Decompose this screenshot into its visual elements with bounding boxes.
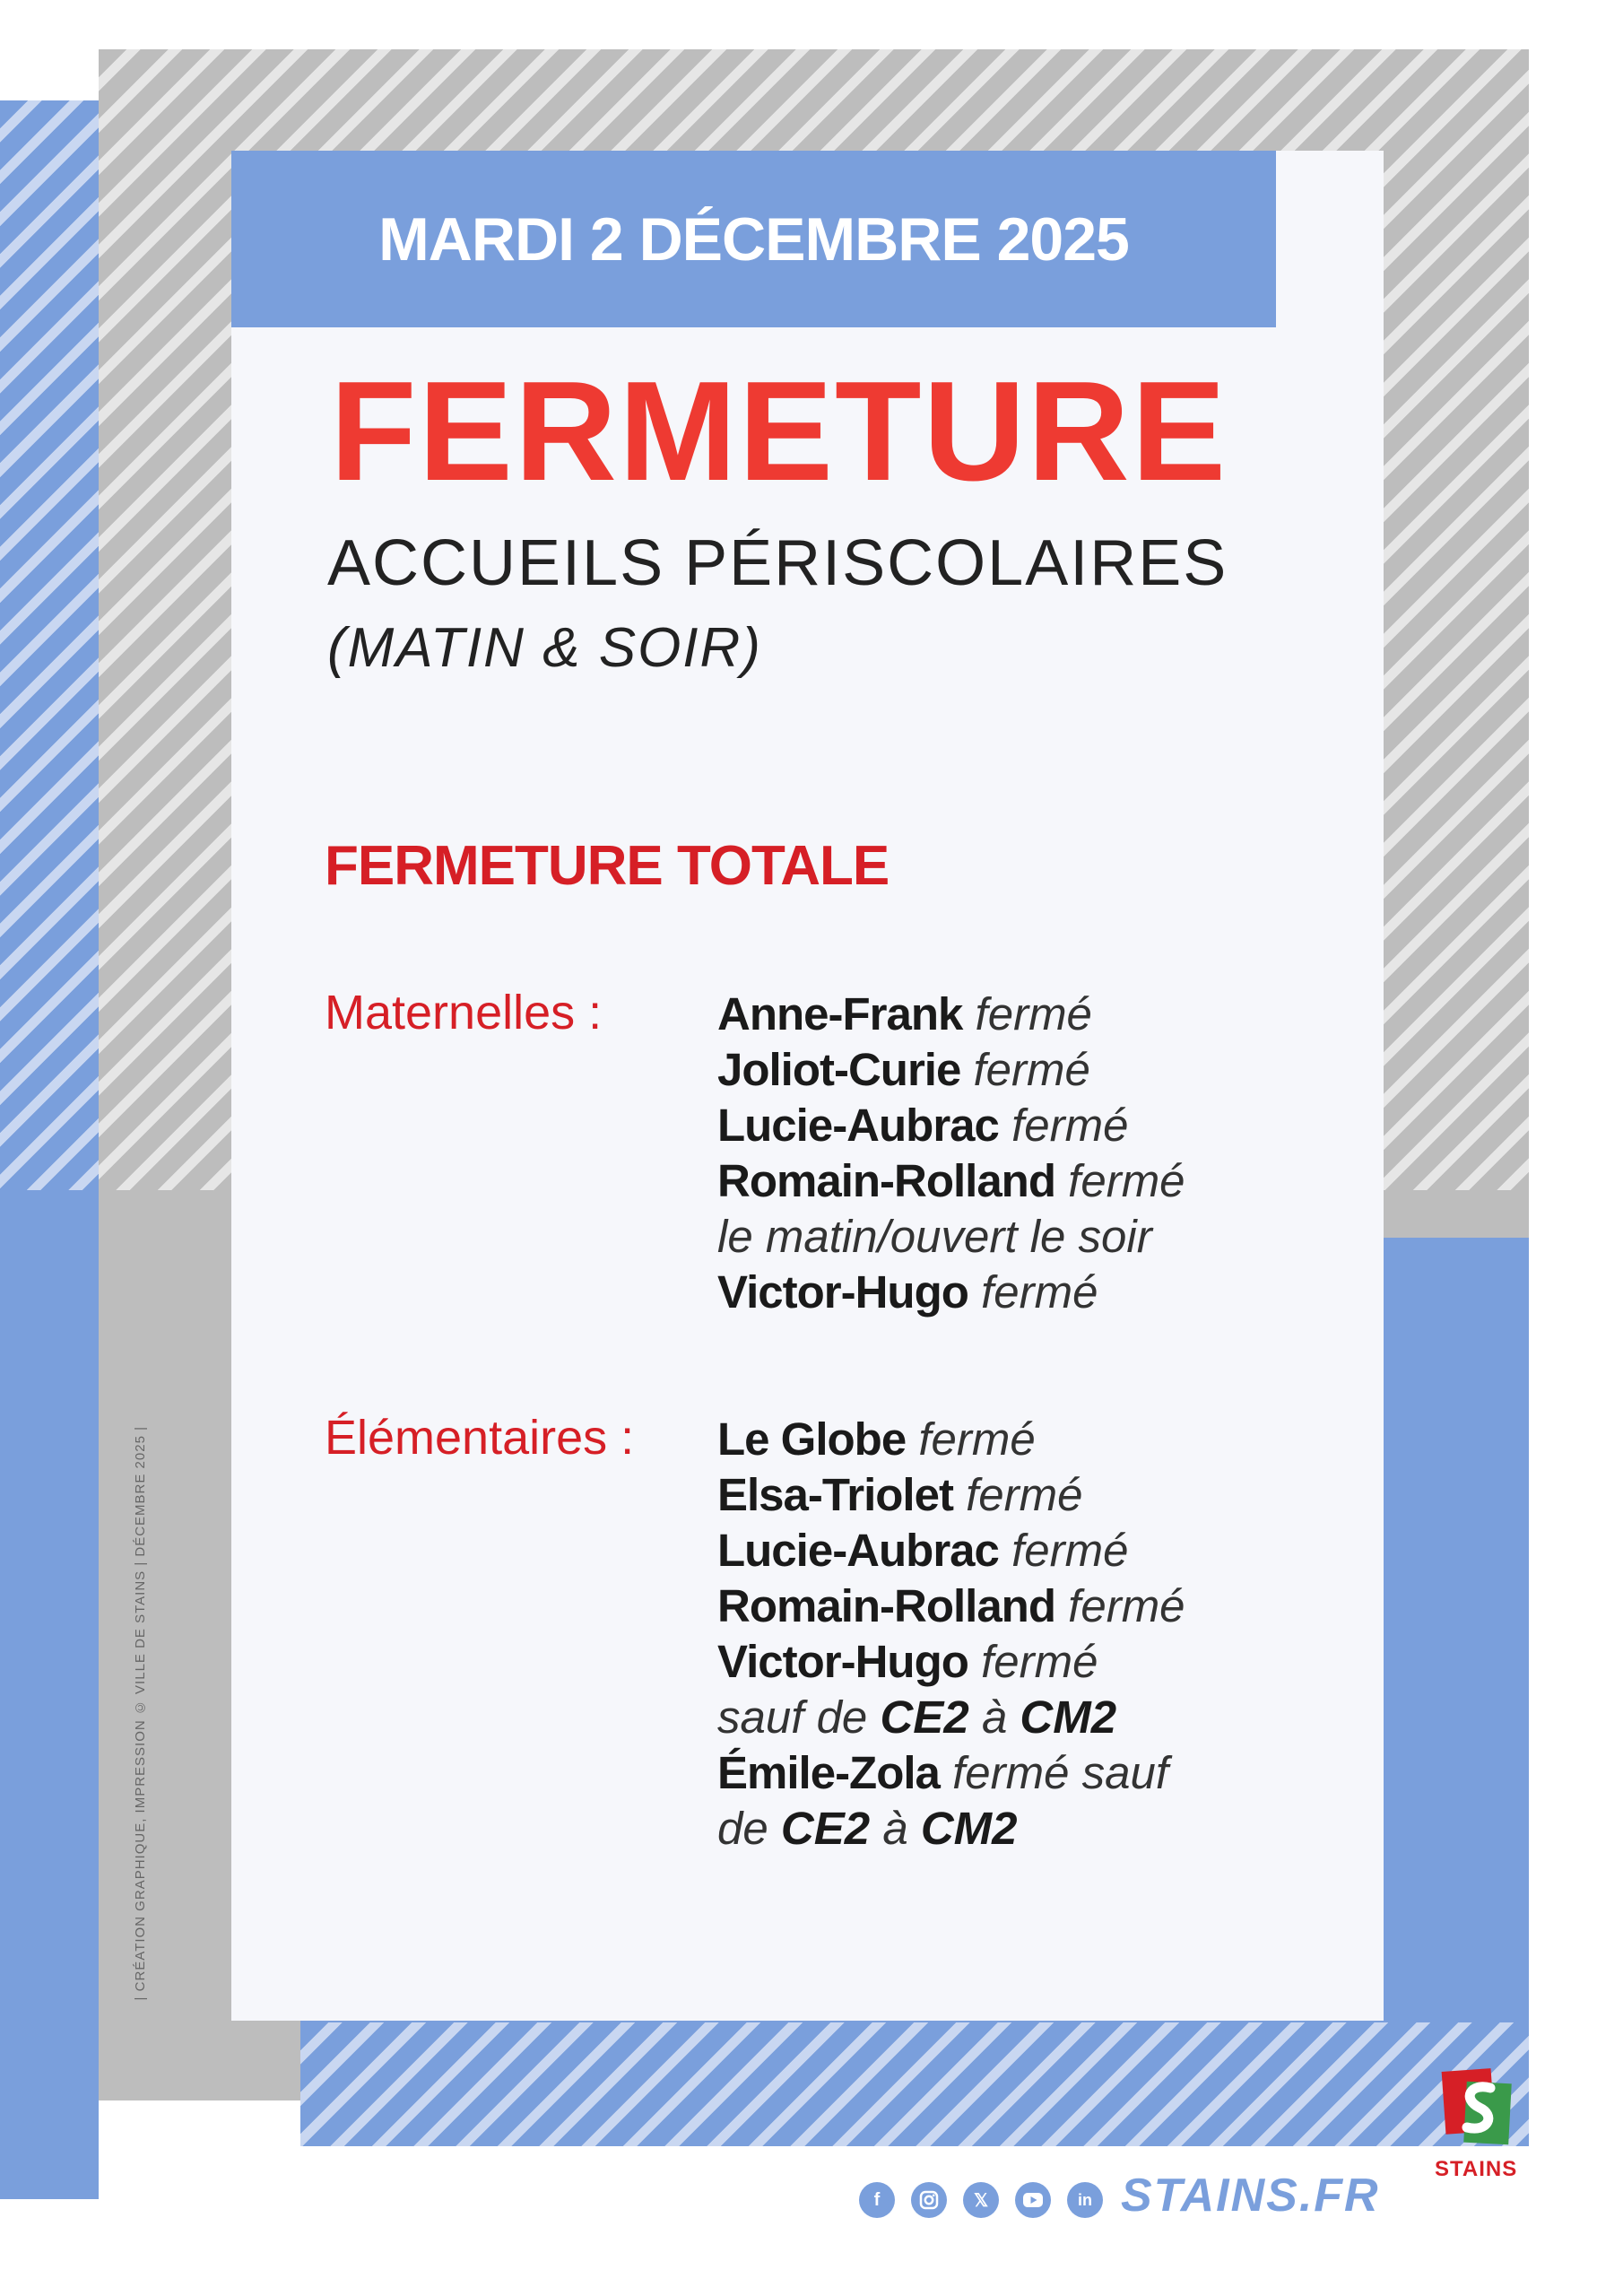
bottom-blue-stripe-band (300, 2022, 1529, 2146)
list-item-continuation: sauf de CE2 à CM2 (717, 1692, 1117, 1743)
list-item: Le Globe fermé (717, 1413, 1036, 1465)
date-banner (231, 151, 1276, 327)
main-title: FERMETURE (330, 352, 1228, 510)
left-blue-solid-band (0, 1190, 99, 2199)
subtitle-detail: (MATIN & SOIR) (327, 617, 762, 679)
youtube-icon[interactable] (1015, 2182, 1051, 2218)
social-icons (859, 2182, 1103, 2218)
list-item-continuation: le matin/ouvert le soir (717, 1211, 1152, 1262)
date-text: MARDI 2 DÉCEMBRE 2025 (378, 204, 1129, 274)
list-item: Émile-Zola fermé sauf (717, 1747, 1168, 1798)
print-credit: | CRÉATION GRAPHIQUE, IMPRESSION © VILLE DE STAINS | DÉCEMBRE 2025 | (133, 1426, 148, 2001)
list-item: Victor-Hugo fermé (717, 1636, 1098, 1687)
list-item: Anne-Frank fermé (717, 988, 1092, 1039)
section-title: FERMETURE TOTALE (325, 835, 890, 897)
website-link[interactable]: STAINS.FR (1121, 2170, 1380, 2222)
logo-text: STAINS (1435, 2157, 1518, 2181)
linkedin-icon[interactable]: in (1067, 2182, 1103, 2218)
list-item: Victor-Hugo fermé (717, 1266, 1098, 1318)
stains-logo (1435, 2063, 1518, 2182)
instagram-icon[interactable] (911, 2182, 947, 2218)
maternelles-list (717, 987, 1185, 1320)
maternelles-label: Maternelles : (325, 986, 603, 1039)
list-item: Romain-Rolland fermé (717, 1155, 1185, 1206)
list-item: Elsa-Triolet fermé (717, 1469, 1083, 1520)
list-item-continuation: de CE2 à CM2 (717, 1803, 1018, 1854)
stains-logo-mark (1435, 2063, 1515, 2152)
subtitle: ACCUEILS PÉRISCOLAIRES (327, 527, 1228, 599)
list-item: Romain-Rolland fermé (717, 1580, 1185, 1631)
x-icon[interactable]: 𝕏 (963, 2182, 999, 2218)
facebook-icon[interactable]: f (859, 2182, 895, 2218)
list-item: Joliot-Curie fermé (717, 1044, 1090, 1095)
list-item: Lucie-Aubrac fermé (717, 1100, 1129, 1151)
list-item: Lucie-Aubrac fermé (717, 1525, 1129, 1576)
elementaires-list (717, 1412, 1185, 1857)
elementaires-label: Élémentaires : (325, 1411, 635, 1465)
left-blue-stripe-band (0, 100, 99, 1190)
